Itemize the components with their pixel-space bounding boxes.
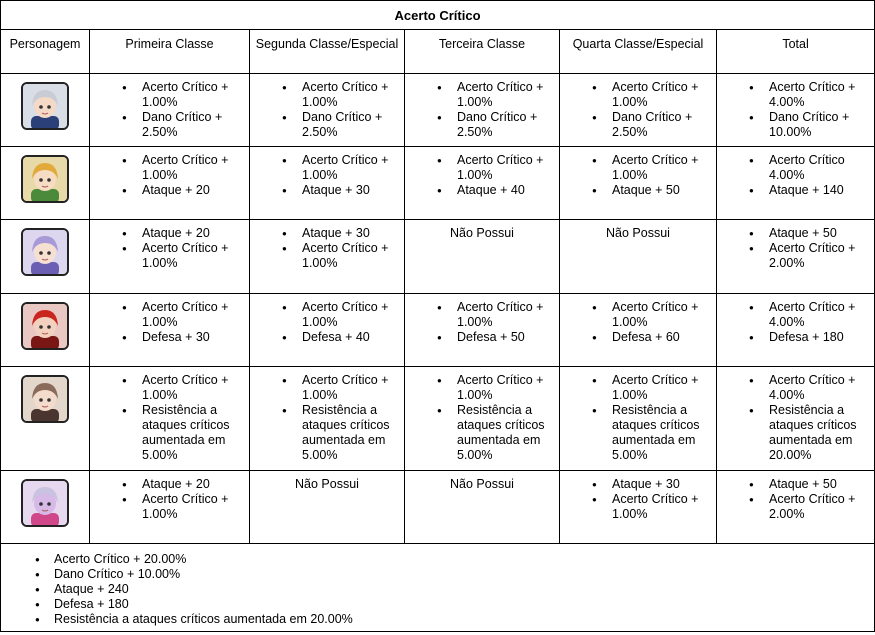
bonus-list [409, 153, 555, 198]
bonus-item: ● Defesa + 30 [142, 330, 245, 345]
bonus-list [564, 153, 712, 198]
quarta-classe-cell [560, 220, 717, 294]
bonus-list [721, 300, 870, 345]
bonus-item: ● Ataque + 30 [302, 226, 400, 241]
total-cell [717, 147, 875, 220]
bonus-item: ● Acerto Crítico + 2.00% [769, 492, 870, 522]
total-cell [717, 367, 875, 471]
personagem-cell [1, 471, 90, 544]
purple-hair-girl-portrait [21, 228, 69, 276]
bonus-item: ● Acerto Crítico + 1.00% [142, 300, 245, 330]
bonus-list [564, 477, 712, 522]
bonus-item: ● Ataque + 40 [457, 183, 555, 198]
brown-hair-fighter-portrait [21, 375, 69, 423]
summary-cell [1, 544, 875, 632]
summary-row [1, 544, 875, 632]
masked-pink-character-portrait [21, 479, 69, 527]
bonus-item: ● Acerto Crítico + 1.00% [457, 373, 555, 403]
bonus-item: ● Acerto Crítico + 1.00% [457, 80, 555, 110]
blonde-archer-portrait [21, 155, 69, 203]
bonus-list [94, 226, 245, 271]
bonus-list [94, 477, 245, 522]
bonus-list [409, 300, 555, 345]
bonus-item: ● Acerto Crítico + 1.00% [302, 300, 400, 330]
bonus-list [254, 373, 400, 463]
bonus-list [721, 226, 870, 271]
terceira-classe-cell [405, 471, 560, 544]
bonus-item: ● Ataque + 20 [142, 183, 245, 198]
bonus-item: ● Dano Crítico + 2.50% [302, 110, 400, 140]
bonus-item: ● Resistência a ataques críticos aumentada em 5.00% [612, 403, 712, 463]
bonus-item: ● Acerto Crítico + 2.00% [769, 241, 870, 271]
summary-list [5, 552, 870, 627]
bonus-list [409, 373, 555, 463]
table-row [1, 147, 875, 220]
bonus-item: ● Defesa + 180 [769, 330, 870, 345]
bonus-item: ● Ataque + 140 [769, 183, 870, 198]
bonus-item: ● Defesa + 60 [612, 330, 712, 345]
bonus-list [94, 80, 245, 140]
bonus-item: ● Acerto Crítico + 1.00% [457, 300, 555, 330]
primeira-classe-cell [90, 147, 250, 220]
personagem-cell [1, 367, 90, 471]
segunda-classe-cell [250, 471, 405, 544]
bonus-list [409, 80, 555, 140]
bonus-item: ● Acerto Crítico + 1.00% [612, 80, 712, 110]
summary-item: ● Resistência a ataques críticos aumentada em 20.00% [54, 612, 870, 627]
bonus-list [564, 300, 712, 345]
total-cell [717, 294, 875, 367]
bonus-item: ● Ataque + 30 [302, 183, 400, 198]
segunda-classe-cell [250, 220, 405, 294]
terceira-classe-cell [405, 220, 560, 294]
header-terceira-classe: Terceira Classe [405, 30, 560, 74]
total-cell [717, 74, 875, 147]
bonus-list [721, 477, 870, 522]
quarta-classe-cell [560, 74, 717, 147]
bonus-list [94, 153, 245, 198]
quarta-classe-cell [560, 471, 717, 544]
terceira-classe-cell [405, 147, 560, 220]
quarta-classe-cell [560, 294, 717, 367]
terceira-classe-cell [405, 294, 560, 367]
bonus-item: ● Acerto Crítico + 1.00% [612, 300, 712, 330]
primeira-classe-cell [90, 294, 250, 367]
bonus-list [564, 80, 712, 140]
segunda-classe-cell [250, 367, 405, 471]
personagem-cell [1, 74, 90, 147]
bonus-item: ● Ataque + 30 [612, 477, 712, 492]
personagem-cell [1, 147, 90, 220]
bonus-item: ● Acerto Crítico + 1.00% [612, 373, 712, 403]
bonus-item: ● Acerto Crítico + 1.00% [302, 80, 400, 110]
summary-item: ● Dano Crítico + 10.00% [54, 567, 870, 582]
bonus-item: ● Dano Crítico + 10.00% [769, 110, 870, 140]
no-value-text: Não Possui [295, 477, 359, 491]
header-segunda-classe: Segunda Classe/Especial [250, 30, 405, 74]
table-row [1, 367, 875, 471]
header-total: Total [717, 30, 875, 74]
bonus-item: ● Acerto Crítico + 1.00% [612, 153, 712, 183]
bonus-item: ● Acerto Crítico + 4.00% [769, 300, 870, 330]
total-cell [717, 471, 875, 544]
summary-item: ● Defesa + 180 [54, 597, 870, 612]
header-row [1, 30, 875, 74]
bonus-item: ● Acerto Crítico + 1.00% [142, 80, 245, 110]
bonus-item: ● Acerto Crítico + 1.00% [142, 373, 245, 403]
bonus-item: ● Resistência a ataques críticos aumentada em 5.00% [142, 403, 245, 463]
bonus-item: ● Dano Crítico + 2.50% [612, 110, 712, 140]
bonus-item: ● Acerto Crítico + 1.00% [142, 241, 245, 271]
primeira-classe-cell [90, 367, 250, 471]
no-value-text: Não Possui [450, 226, 514, 240]
header-personagem: Personagem [1, 30, 90, 74]
bonus-item: ● Acerto Crítico + 1.00% [302, 153, 400, 183]
bonus-list [721, 80, 870, 140]
bonus-item: ● Acerto Crítico + 1.00% [457, 153, 555, 183]
bonus-list [254, 80, 400, 140]
quarta-classe-cell [560, 147, 717, 220]
table-row [1, 74, 875, 147]
silver-hair-ninja-portrait [21, 82, 69, 130]
table-row [1, 294, 875, 367]
segunda-classe-cell [250, 294, 405, 367]
bonus-item: ● Acerto Crítico + 1.00% [142, 153, 245, 183]
terceira-classe-cell [405, 367, 560, 471]
bonus-item: ● Acerto Crítico + 1.00% [302, 241, 400, 271]
table-row [1, 471, 875, 544]
table-title: Acerto Crítico [1, 1, 875, 30]
bonus-item: ● Acerto Crítico + 4.00% [769, 80, 870, 110]
bonus-item: ● Acerto Crítico 4.00% [769, 153, 870, 183]
bonus-list [254, 300, 400, 345]
bonus-item: ● Resistência a ataques críticos aumentada em 5.00% [457, 403, 555, 463]
bonus-item: ● Acerto Crítico + 1.00% [142, 492, 245, 522]
primeira-classe-cell [90, 471, 250, 544]
bonus-item: ● Defesa + 40 [302, 330, 400, 345]
bonus-item: ● Ataque + 50 [769, 477, 870, 492]
total-cell [717, 220, 875, 294]
segunda-classe-cell [250, 147, 405, 220]
bonus-item: ● Ataque + 50 [612, 183, 712, 198]
bonus-item: ● Ataque + 20 [142, 477, 245, 492]
bonus-item: ● Resistência a ataques críticos aumentada em 5.00% [302, 403, 400, 463]
bonus-list [94, 373, 245, 463]
bonus-list [94, 300, 245, 345]
quarta-classe-cell [560, 367, 717, 471]
personagem-cell [1, 220, 90, 294]
summary-item: ● Acerto Crítico + 20.00% [54, 552, 870, 567]
bonus-item: ● Dano Crítico + 2.50% [142, 110, 245, 140]
bonus-item: ● Ataque + 20 [142, 226, 245, 241]
segunda-classe-cell [250, 74, 405, 147]
bonus-list [721, 373, 870, 463]
table-row [1, 220, 875, 294]
bonus-item: ● Ataque + 50 [769, 226, 870, 241]
summary-item: ● Ataque + 240 [54, 582, 870, 597]
bonus-list [721, 153, 870, 198]
personagem-cell [1, 294, 90, 367]
bonus-item: ● Acerto Crítico + 1.00% [302, 373, 400, 403]
header-quarta-classe: Quarta Classe/Especial [560, 30, 717, 74]
header-primeira-classe: Primeira Classe [90, 30, 250, 74]
no-value-text: Não Possui [606, 226, 670, 240]
primeira-classe-cell [90, 220, 250, 294]
bonus-item: ● Defesa + 50 [457, 330, 555, 345]
bonus-list [254, 226, 400, 271]
no-value-text: Não Possui [450, 477, 514, 491]
bonus-item: ● Resistência a ataques críticos aumentada em 20.00% [769, 403, 870, 463]
bonus-item: ● Acerto Crítico + 1.00% [612, 492, 712, 522]
bonus-list [564, 373, 712, 463]
bonus-list [254, 153, 400, 198]
primeira-classe-cell [90, 74, 250, 147]
red-hair-warrior-portrait [21, 302, 69, 350]
bonus-item: ● Dano Crítico + 2.50% [457, 110, 555, 140]
terceira-classe-cell [405, 74, 560, 147]
bonus-item: ● Acerto Crítico + 4.00% [769, 373, 870, 403]
